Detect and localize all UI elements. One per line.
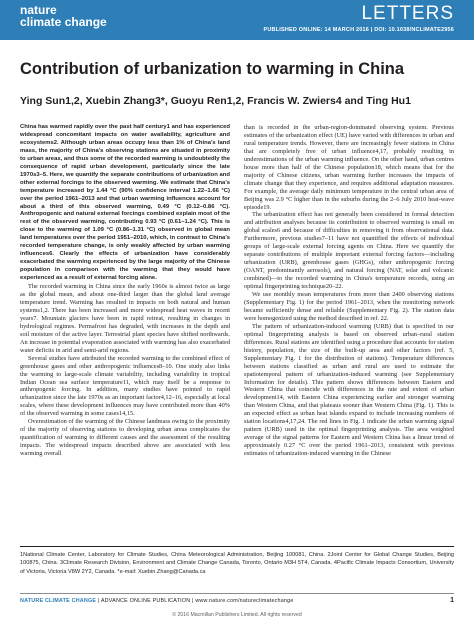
left-column xyxy=(20,124,230,534)
affiliations-footnote: 1National Climate Center, Laboratory for Climate Studies, China Meteorological Administration, Beijing 100081, China. 2Joint Center for Global Change Studies, Beijing 100875, China. 3Climate Research Division, Environment and Climate Change Canada, Toronto, Ontario M3H 5T4, Canada. 4Pacific Climate Impacts Consortium, University of Victoria, Victoria V8W 2Y2, Canada. *e-mail: Xuebin.Zhang@Canada.ca xyxy=(20,552,454,575)
footnote-divider xyxy=(20,546,454,547)
article-title: Contribution of urbanization to warming in China xyxy=(20,60,405,78)
body-paragraph: than is recorded in the urban-region-dominated observing system. Previous estimates of the urbanization effect (UE) have varied with differences in urban and rural temperature trends. However, there are increasingly fewer stations in China that are completely free of urban influence4,17, probably resulting in underestimations of the urban warming influence. On the other hand, urban centres house more than half of the Chinese population18, which means that for the majority of Chinese citizens, urban warming further increases the impacts of climate change that they experience, and requires additional adaptation measures. For example, the average daily minimum temperature in the central urban area of Beijing was 2.9 °C higher than in the suburbs during the 2–6 July 2010 heat-wave episode19. xyxy=(244,124,454,211)
abstract: China has warmed rapidly over the past half century1 and has experienced widespread concomitant impacts on water availability, agriculture and ecosystems2. Although urban areas occupy less than 1% of China's land mass, the majority of China's observing stations are situated in proximity to urban areas, and thus some of the recorded warming is undoubtedly the consequence of rapid urban development, particularly since the late 1970s3–5. Here, we quantify the separate contributions of urbanization and other external forcings to the observed warming. We estimate that China's temperature increased by 1.44 °C (90% confidence interval 1.22–1.66 °C) over the period 1961–2013 and that urban warming influences account for about a third of this observed warming, 0.49 °C (0.12–0.86 °C). Anthropogenic and natural external forcings combined explain most of the rest of the observed warming, contributing 0.93 °C (0.61–1.24 °C). This is close to the warming of 1.09 °C (0.86–1.31 °C) observed in global mean land temperatures over the period 1951–2010, which, in contrast to China's recorded temperature change, is only weakly affected by urban warming influences6. Clearly the effects of urbanization have considerably exacerbated the warming experienced by the large majority of the Chinese population in comparison with the warming that they would have experienced as a result of external forcing alone. xyxy=(20,124,230,282)
journal-logo-line2: climate change xyxy=(20,15,107,29)
journal-logo-line1: nature xyxy=(20,3,57,17)
journal-logo xyxy=(20,4,107,28)
footer-publication-info: | ADVANCE ONLINE PUBLICATION | www.nature.com/natureclimatechange xyxy=(96,598,294,604)
copyright-notice: © 2016 Macmillan Publishers Limited. All rights reserved xyxy=(172,612,302,618)
section-label: LETTERS xyxy=(361,3,454,24)
footer-citation xyxy=(20,598,294,604)
page-number: 1 xyxy=(450,597,454,604)
body-paragraph: The urbanization effect has not generally been considered in formal detection and attribution analyses because its contribution to observed warming is small on global scales6 and because of difficulties in removing it from observational data. Furthermore, previous studies7–11 have not quantified the effects of individual groups of large-scale external forcing agents on China. Here we quantify the separate contributions of multiple important external forcing factors—including urbanization (URB), greenhouse gases (GHGs), other anthropogenic forcing (OANT, predominantly aerosols), and natural forcing (NAT, solar and volcanic combined)—to the recorded warming in China's temperature records, using an optimal fingerprinting technique20–22. xyxy=(244,211,454,291)
body-paragraph: We use monthly mean temperatures from more than 2400 observing stations (Supplementary Fig. 1) for the period 1961–2013, when the monitoring network became sufficiently dense and reliable (Supplementary Fig. 2). The station data were homogenized using the method described in ref. 22. xyxy=(244,291,454,322)
publication-info: PUBLISHED ONLINE: 14 MARCH 2016 | DOI: 10.1038/NCLIMATE2956 xyxy=(263,27,454,33)
footer-journal-name: NATURE CLIMATE CHANGE xyxy=(20,598,97,604)
footer-divider xyxy=(20,593,454,594)
body-paragraph: Overestimation of the warming of the Chinese landmass owing to the proximity of the majority of observing stations to developing urban areas complicates the quantification of warming to different causes and the assessment of the resulting impacts. The widespread impacts described above are associated with less warming overall xyxy=(20,418,230,458)
right-column xyxy=(244,124,454,534)
journal-header-bar xyxy=(0,0,474,40)
body-paragraph: Several studies have attributed the recorded warming to the combined effect of greenhouse gases and other anthropogenic influences8–10. One study also links the warming to large-scale climate variability, including variability in tropical Indian Ocean sea surface temperature11, which may itself be a response to anthropogenic forcing. In addition, many studies have pointed to rapid urbanization since the late 1970s as an important factor4,12–16, especially at local scales, where these development influences may have contributed more than 40% of the observed warming in some cases14,15. xyxy=(20,354,230,418)
body-paragraph: The pattern of urbanization-induced warming (URB) that is specified in our optimal fingerprinting analysis is based on observed urban–rural station differences. Rural stations are identified using a procedure that accounts for station history, population, the size of the built-up area and other factors (ref. 5, Supplementary Fig. 1 for the distribution of stations). Temperature differences between stations classified as urban and rural are used to estimate the spatiotemporal pattern of urbanization-induced warming (see Supplementary Information for details). This pattern shows differences between Eastern and Western China that coincide with differences in the rate and extent of urban development14, with Eastern China experiencing earlier and stronger warming than Western China, and that plateaus sooner than Western China (Fig. 1). This is an expected effect as urban heat islands expand to include increasing numbers of station locations4,17,24. The red lines in Fig. 1 indicate the urban warming signal pattern (URB) used in the optimal fingerprinting analysis. The area weighted average of the signal patterns for Eastern and Western China has a linear trend of approximately 0.27 °C over the period 1961–2013, consistent with previous estimates of urbanization-induced warming in the Chinese xyxy=(244,322,454,458)
author-list: Ying Sun1,2, Xuebin Zhang3*, Guoyu Ren1,2, Francis W. Zwiers4 and Ting Hu1 xyxy=(20,95,411,107)
body-paragraph: The recorded warming in China since the early 1960s is almost twice as large as the global mean, and about one-third larger than the global land average temperature trend. Warming has resulted in impacts on both natural and human systems1,2. There has been increased and more widespread heat waves in recent years7. Mountain glaciers have been in rapid retreat, resulting in changes in hydrological regimes. Permafrost has degraded, with increases in the depth and soil moisture of the active layer. Terrestrial plant species have shifted northwards. An increase in potential evaporation associated with warming has also exacerbated water deficits in arid and semi-arid regions. xyxy=(20,283,230,354)
